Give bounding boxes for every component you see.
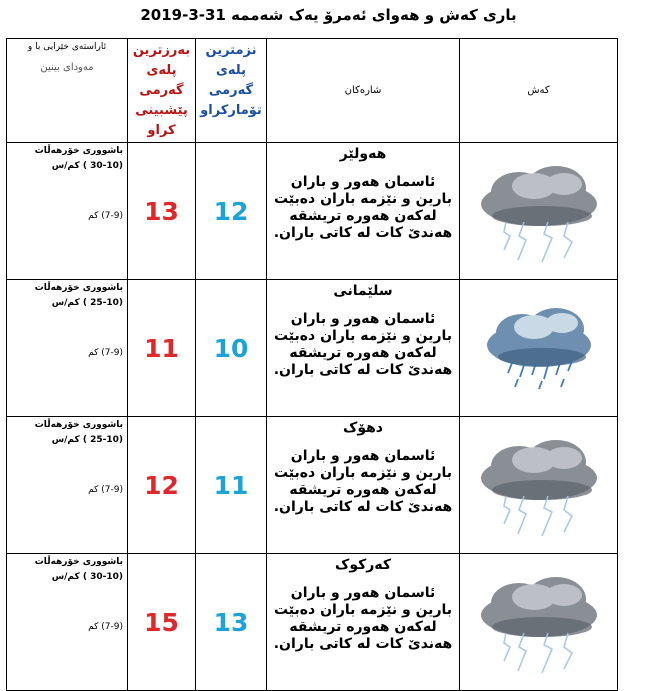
weather-description: ئاسمان هەور و باران بارین و نێزمە باران دەبێت لەکەن هەورە تریشقە هەندێ کات لە کاتی باران. [273, 174, 453, 241]
city-name: سلێمانی [333, 283, 393, 299]
city-cell [267, 417, 460, 554]
visibility: (7-9) کم [88, 622, 123, 632]
recorded-temp: 13 [196, 554, 267, 691]
recorded-temp: 11 [196, 417, 267, 554]
city-cell [267, 143, 460, 280]
weather-description: ئاسمان هەور و باران بارین و نێزمە باران دەبێت لەکەن هەورە تریشقە هەندێ کات لە کاتی باران. [273, 585, 453, 652]
wind-direction: باشووری خۆرهەڵات [34, 557, 123, 567]
wind-direction: باشووری خۆرهەڵات [34, 420, 123, 430]
table-row [7, 554, 618, 691]
page-title: باری کەش و هەوای ئەمرۆ یەک شەممە 31-3-2019 [140, 6, 517, 24]
forecast-temp: 13 [128, 143, 196, 280]
weather-icon-cell [460, 143, 618, 280]
wind-speed: (30-10 ) کم/س [51, 572, 123, 582]
header-cities: شارەکان [267, 39, 460, 143]
wind-speed: (25-10 ) کم/س [51, 435, 123, 445]
city-name: کەرکوک [335, 557, 391, 573]
wind-cell [7, 280, 128, 417]
forecast-temp: 12 [128, 417, 196, 554]
wind-cell [7, 554, 128, 691]
header-forecast-temp: بەرزترین پلەی گەرمی پێشبینی کراو [128, 39, 196, 143]
header-wind-line1: ئاراستەی خێرایی با و [27, 42, 107, 52]
city-cell [267, 280, 460, 417]
table-header-row [7, 39, 618, 143]
city-cell [267, 554, 460, 691]
storm-cloud-icon [464, 430, 614, 540]
table-row [7, 143, 618, 280]
weather-table [6, 38, 618, 691]
header-recorded-temp: نزمترین پلەی گەرمی تۆمارکراو [196, 39, 267, 143]
wind-direction: باشووری خۆرهەڵات [34, 283, 123, 293]
table-row [7, 417, 618, 554]
recorded-temp: 10 [196, 280, 267, 417]
rain-cloud-icon [464, 293, 614, 403]
city-name: هەولێر [339, 146, 387, 162]
weather-description: ئاسمان هەور و باران بارین و نێزمە باران دەبێت لەکەن هەورە تریشقە هەندێ کات لە کاتی باران. [273, 448, 453, 515]
header-weather: کەش [460, 39, 618, 143]
wind-speed: (30-10 ) کم/س [51, 161, 123, 171]
forecast-temp: 11 [128, 280, 196, 417]
storm-cloud-icon [464, 567, 614, 677]
wind-direction: باشووری خۆرهەڵات [34, 146, 123, 156]
header-wind [7, 39, 128, 143]
city-name: دهۆک [342, 420, 383, 436]
visibility: (7-9) کم [88, 485, 123, 495]
recorded-temp: 12 [196, 143, 267, 280]
header-wind-line2: مەودای بینین [40, 62, 94, 73]
weather-icon-cell [460, 417, 618, 554]
visibility: (7-9) کم [88, 211, 123, 221]
table-row [7, 280, 618, 417]
storm-cloud-icon [464, 156, 614, 266]
weather-icon-cell [460, 554, 618, 691]
weather-icon-cell [460, 280, 618, 417]
weather-description: ئاسمان هەور و باران بارین و نێزمە باران دەبێت لەکەن هەورە تریشقە هەندێ کات لە کاتی باران. [273, 311, 453, 378]
wind-speed: (25-10 ) کم/س [51, 298, 123, 308]
wind-cell [7, 417, 128, 554]
visibility: (7-9) کم [88, 348, 123, 358]
wind-cell [7, 143, 128, 280]
forecast-temp: 15 [128, 554, 196, 691]
